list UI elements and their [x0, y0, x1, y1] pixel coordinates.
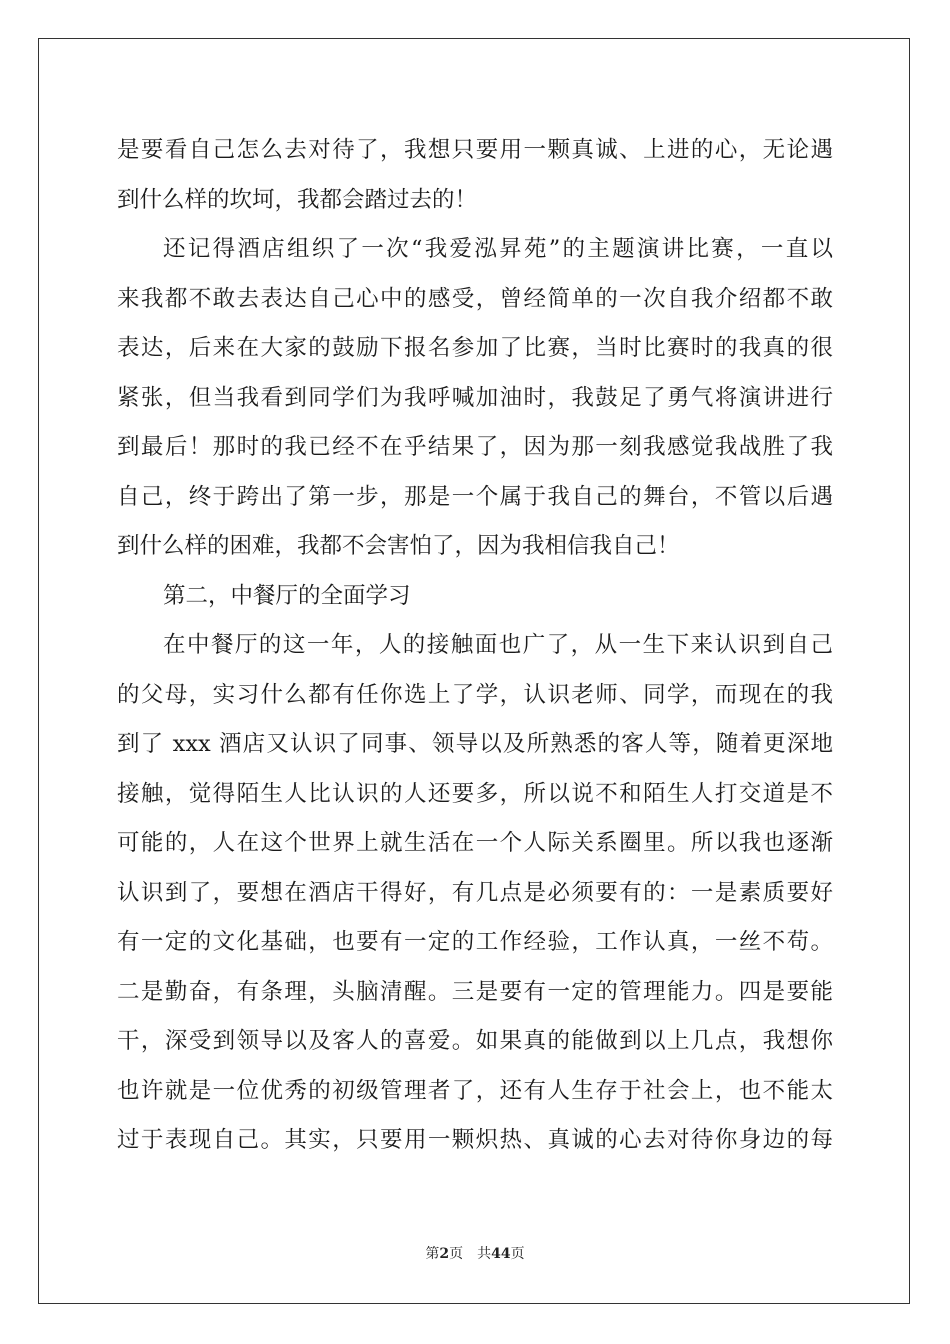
text-line: 紧张，但当我看到同学们为我呼喊加油时，我鼓足了勇气将演讲进行: [117, 384, 833, 411]
text-line: 是要看自己怎么去对待了，我想只要用一颗真诚、上进的心，无论遇: [117, 137, 833, 163]
text-line: 到了 xxx 酒店又认识了同事、领导以及所熟悉的客人等，随着更深地: [117, 731, 833, 757]
page-footer: [0, 1244, 950, 1264]
text-line: 干，深受到领导以及客人的喜爱。如果真的能做到以上几点，我想你: [117, 1028, 833, 1054]
text-line: 到什么样的坎坷，我都会踏过去的！: [117, 186, 478, 213]
page-suffix: 页: [449, 1246, 464, 1262]
text-line: 自己，终于跨出了第一步，那是一个属于我自己的舞台，不管以后遇: [117, 483, 833, 510]
total-suffix: 页: [510, 1246, 525, 1262]
text-line: 在中餐厅的这一年，人的接触面也广了，从一生下来认识到自己: [163, 632, 833, 658]
text-line: 认识到了，要想在酒店干得好，有几点是必须要有的：一是素质要好: [117, 879, 833, 906]
section-heading: 第二，中餐厅的全面学习: [163, 582, 411, 609]
text-line: 接触，觉得陌生人比认识的人还要多，所以说不和陌生人打交道是不: [117, 780, 833, 807]
total-pages: 44: [491, 1246, 511, 1262]
text-line: 到什么样的困难，我都不会害怕了，因为我相信我自己！: [117, 533, 680, 559]
total-prefix: 共: [477, 1246, 492, 1262]
text-line: 二是勤奋，有条理，头脑清醒。三是要有一定的管理能力。四是要能: [117, 978, 833, 1005]
text-line: 的父母，实习什么都有任你选上了学，认识老师、同学，而现在的我: [117, 681, 833, 708]
text-line: 来我都不敢去表达自己心中的感受，曾经简单的一次自我介绍都不敢: [117, 285, 833, 312]
text-line: 表达，后来在大家的鼓励下报名参加了比赛，当时比赛时的我真的很: [117, 335, 833, 361]
text-line: 可能的，人在这个世界上就生活在一个人际关系圈里。所以我也逐渐: [117, 830, 833, 856]
text-line: 也许就是一位优秀的初级管理者了，还有人生存于社会上，也不能太: [117, 1077, 833, 1104]
text-line: 过于表现自己。其实，只要用一颗炽热、真诚的心去对待你身边的每: [117, 1127, 833, 1153]
document-body: [117, 126, 833, 1166]
text-line: 到最后！那时的我已经不在乎结果了，因为那一刻我感觉我战胜了我: [117, 434, 833, 460]
text-line: 有一定的文化基础，也要有一定的工作经验，工作认真，一丝不苟。: [117, 929, 833, 955]
page-number: 2: [439, 1246, 450, 1262]
page-prefix: 第: [425, 1246, 440, 1262]
text-line: 还记得酒店组织了一次“我爱泓昇苑”的主题演讲比赛，一直以: [163, 236, 833, 262]
